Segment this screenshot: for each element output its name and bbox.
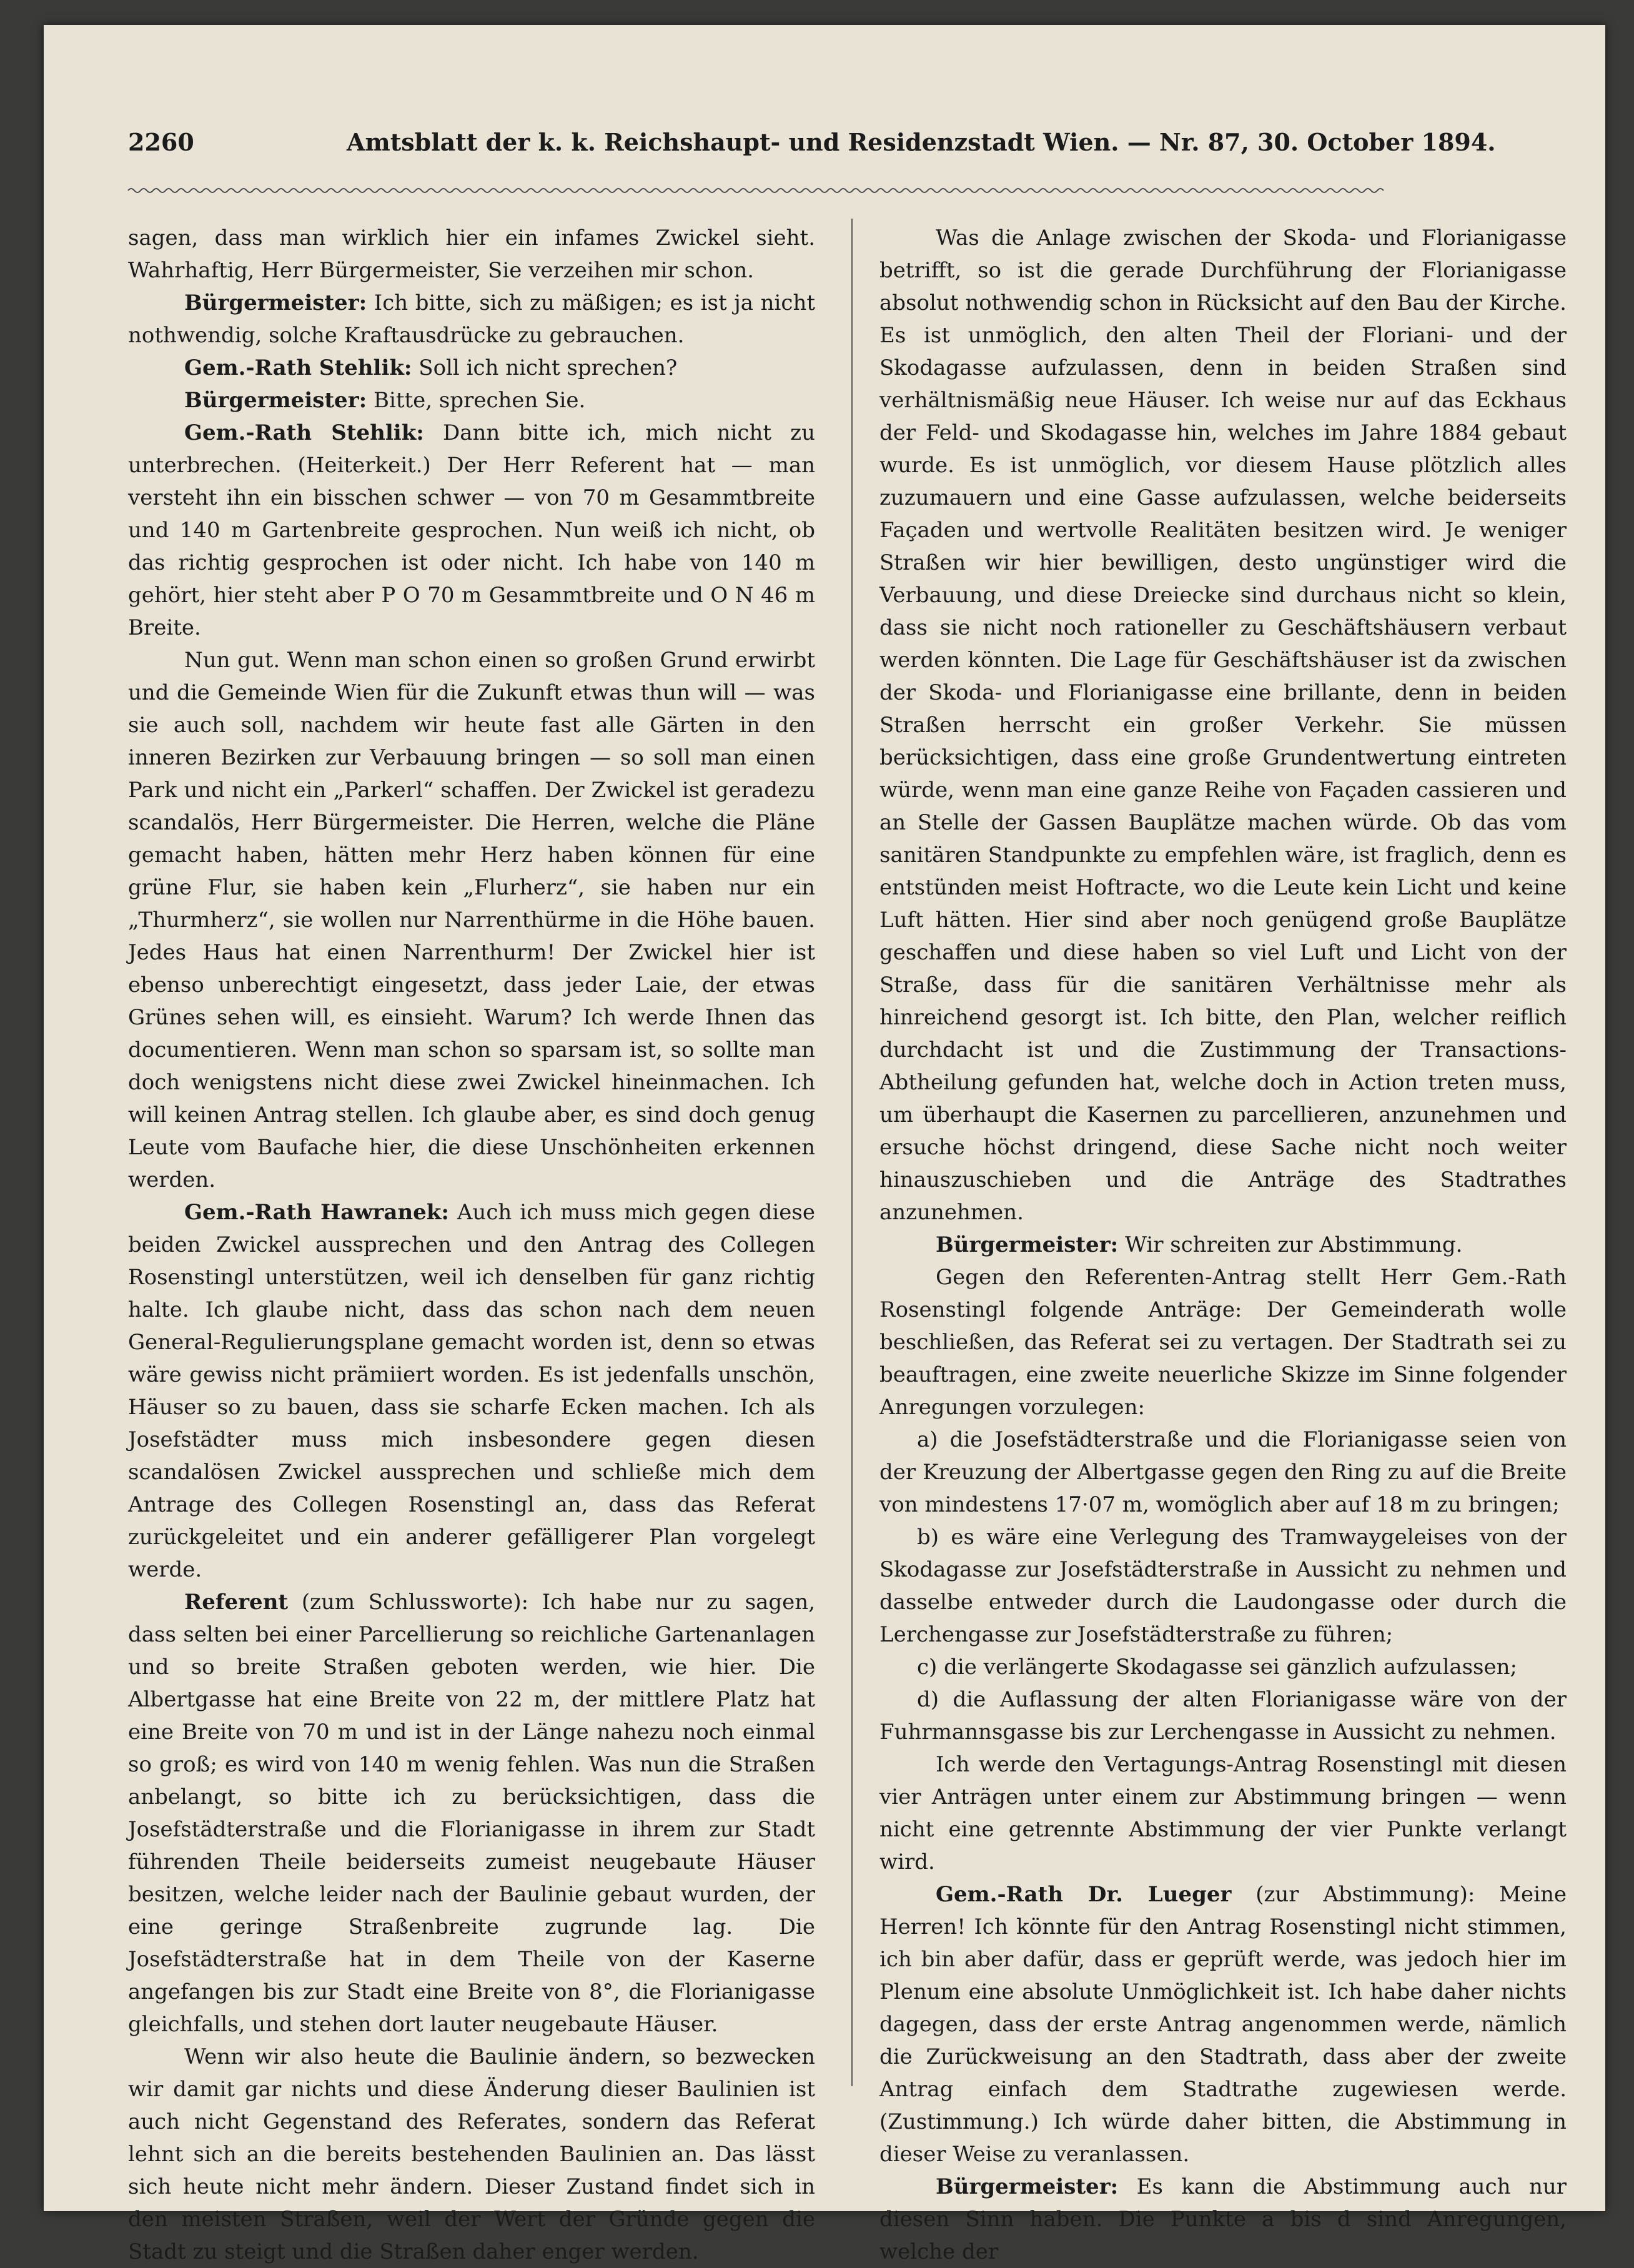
paragraph: Bürgermeister: Bitte, sprechen Sie.: [184, 388, 586, 413]
list-item: a) die Josefstädterstraße und die Florianigasse seien von der Kreuzung der Albertgasse gegen den Ring zu auf die Breite von mindestens 17·07 m, womöglich aber auf 18 m zu bringen;: [879, 1427, 1567, 1517]
speaker: Bürgermeister:: [184, 388, 367, 413]
paragraph: sagen, dass man wirklich hier ein infames Zwickel sieht. Wahrhaftig, Herr Bürgermeister, Sie verzeihen mir schon.: [128, 225, 815, 283]
right-column: [879, 222, 1567, 2268]
paragraph: Referent (zum Schlussworte): Ich habe nur zu sagen, dass selten bei einer Parcellierung so reichliche Gartenanlagen und so breite Straßen geboten werden, wie hier. Die Albertgasse hat eine Breite von 22 m, der mittlere Platz hat eine Breite von 70 m und ist in der Länge nahezu noch einmal so groß; es wird von 140 m wenig fehlen. Was nun die Straßen anbelangt, so bitte ich zu berücksichtigen, dass die Josefstädterstraße und die Florianigasse in ihrem zur Stadt führenden Theile beiderseits zumeist neugebaute Häuser besitzen, welche leider nach der Baulinie gebaut wurden, der eine geringe Straßenbreite zugrunde lag. Die Josefstädterstraße hat in dem Theile von der Kaserne angefangen bis zur Stadt eine Breite von 8°, die Florianigasse gleichfalls, und stehen dort lauter neugebaute Häuser.: [128, 1590, 816, 2037]
left-column: [128, 222, 815, 2268]
list-item: d) die Auflassung der alten Florianigasse wäre von der Fuhrmannsgasse bis zur Lerchengasse in Aussicht zu nehmen.: [879, 1687, 1567, 1745]
column-divider: [851, 219, 853, 2086]
paragraph: Nun gut. Wenn man schon einen so großen Grund erwirbt und die Gemeinde Wien für die Zukunft etwas thun will — was sie auch soll, nachdem wir heute fast alle Gärten in den inneren Bezirken zur Verbauung bringen — so soll man einen Park und nicht ein „Parkerl“ schaffen. Der Zwickel ist geradezu scandalös, Herr Bürgermeister. Die Herren, welche die Pläne gemacht haben, hätten mehr Herz haben können für eine grüne Flur, sie haben kein „Flurherz“, sie haben nur ein „Thurmherz“, sie wollen nur Narrenthürme in die Höhe bauen. Jedes Haus hat einen Narrenthurm! Der Zwickel hier ist ebenso unberechtigt eingesetzt, dass jeder Laie, der etwas Grünes sehen will, es einsieht. Warum? Ich werde Ihnen das documentieren. Wenn man schon so sparsam ist, so sollte man doch wenigstens nicht diese zwei Zwickel hineinmachen. Ich will keinen Antrag stellen. Ich glaube aber, es sind doch genug Leute vom Baufache hier, die diese Unschönheiten erkennen werden.: [128, 648, 815, 1192]
page-number: 2260: [128, 128, 194, 156]
speaker: Bürgermeister:: [184, 290, 367, 315]
paragraph: Wenn wir also heute die Baulinie ändern, so bezwecken wir damit gar nichts und diese Änderung dieser Baulinien ist auch nicht Gegenstand des Referates, sondern das Referat lehnt sich an die bereits bestehenden Baulinien an. Das lässt sich heute nicht mehr ändern. Dieser Zustand findet sich in den meisten Straßen, weil der Wert der Gründe gegen die Stadt zu steigt und die Straßen daher enger werden.: [128, 2044, 815, 2264]
speaker: Gem.-Rath Stehlik:: [184, 355, 412, 380]
paragraph: Gegen den Referenten-Antrag stellt Herr Gem.-Rath Rosenstingl folgende Anträge: Der Gemeinderath wolle beschließen, das Referat sei zu vertagen. Der Stadtrath sei zu beauftragen, eine zweite neuerliche Skizze im Sinne folgender Anregungen vorzulegen:: [879, 1265, 1567, 1420]
paragraph: Gem.-Rath Stehlik: Dann bitte ich, mich nicht zu unterbrechen. (Heiterkeit.) Der Herr Referent hat — man versteht ihn ein bisschen schwer — von 70 m Gesammtbreite und 140 m Gartenbreite gesprochen. Nun weiß ich nicht, ob das richtig gesprochen ist oder nicht. Ich habe von 140 m gehört, hier steht aber P O 70 m Gesammtbreite und O N 46 m Breite.: [128, 420, 815, 640]
newspaper-page: [44, 25, 1605, 2264]
paragraph: Bürgermeister: Wir schreiten zur Abstimmung.: [936, 1232, 1463, 1257]
paragraph: Bürgermeister: Es kann die Abstimmung auch nur diesen Sinn haben. Die Punkte a bis d sind Anregungen, welche der: [879, 2174, 1567, 2264]
paragraph: Bürgermeister: Ich bitte, sich zu mäßigen; es ist ja nicht nothwendig, solche Kraftausdrücke zu gebrauchen.: [128, 290, 815, 348]
speaker: Bürgermeister:: [936, 2174, 1119, 2199]
paragraph: Was die Anlage zwischen der Skoda- und Florianigasse betrifft, so ist die gerade Durchführung der Florianigasse absolut nothwendig schon in Rücksicht auf den Bau der Kirche. Es ist unmöglich, den alten Theil der Floriani- und der Skodagasse aufzulassen, denn in beiden Straßen sind verhältnismäßig neue Häuser. Ich weise nur auf das Eckhaus der Feld- und Skodagasse hin, welches im Jahre 1884 gebaut wurde. Es ist unmöglich, vor diesem Hause plötzlich alles zuzumauern und eine Gasse aufzulassen, welche beiderseits Façaden und wertvolle Realitäten besitzen wird. Je weniger Straßen wir hier bewilligen, desto ungünstiger wird die Verbauung, und diese Dreiecke sind durchaus nicht so klein, dass sie nicht noch rationeller zu Geschäftshäusern verbaut werden könnten. Die Lage für Geschäftshäuser ist da zwischen der Skoda- und Florianigasse eine brillante, denn in beiden Straßen herrscht ein großer Verkehr. Sie müssen berücksichtigen, dass eine große Grundentwertung eintreten würde, wenn man eine ganze Reihe von Façaden cassieren und an Stelle der Gassen Bauplätze machen würde. Ob das vom sanitären Standpunkte zu empfehlen wäre, ist fraglich, denn es entstünden meist Hoftracte, wo die Leute kein Licht und keine Luft hätten. Hier sind aber noch genügend große Bauplätze geschaffen und diese haben so viel Luft und Licht von der Straße, dass für die sanitären Verhältnisse mehr als hinreichend gesorgt ist. Ich bitte, den Plan, welcher reiflich durchdacht ist und die Zustimmung der Transactions-Abtheilung gefunden hat, welche doch in Action treten muss, um überhaupt die Kasernen zu parcellieren, anzunehmen und ersuche höchst dringend, diese Sache nicht noch weiter hinauszuschieben und die Anträge des Stadtrathes anzunehmen.: [879, 225, 1567, 1225]
speaker: Referent: [184, 1590, 289, 1615]
speaker: Gem.-Rath Hawranek:: [184, 1200, 449, 1225]
speaker: Bürgermeister:: [936, 1232, 1119, 1257]
paragraph: Ich werde den Vertagungs-Antrag Rosenstingl mit diesen vier Anträgen unter einem zur Abstimmung bringen — wenn nicht eine getrennte Abstimmung der vier Punkte verlangt wird.: [879, 1752, 1567, 1874]
paragraph: Gem.-Rath Dr. Lueger (zur Abstimmung): Meine Herren! Ich könnte für den Antrag Rosenstingl nicht stimmen, ich bin aber dafür, dass er geprüft werde, was jedoch hier im Plenum eine absolute Unmöglichkeit ist. Ich habe daher nichts dagegen, dass der erste Antrag angenommen werde, nämlich die Zurückweisung an den Stadtrath, dass aber der zweite Antrag einfach dem Stadtrathe zugewiesen werde. (Zustimmung.) Ich würde daher bitten, die Abstimmung in dieser Weise zu veranlassen.: [879, 1882, 1567, 2167]
page-title: Amtsblatt der k. k. Reichshaupt- und Residenzstadt Wien. — Nr. 87, 30. October 1894.: [347, 128, 1496, 156]
list-item: b) es wäre eine Verlegung des Tramwaygeleises von der Skodagasse zur Josefstädterstraße in Aussicht zu nehmen und dasselbe entweder durch die Laudongasse oder durch die Lerchengasse zur Josefstädterstraße zu führen;: [879, 1525, 1567, 1647]
speaker: Gem.-Rath Stehlik:: [184, 420, 424, 445]
paragraph: Gem.-Rath Stehlik: Soll ich nicht sprechen?: [184, 355, 678, 380]
speaker: Gem.-Rath Dr. Lueger: [936, 1882, 1232, 1907]
header-wavy-rule: [128, 186, 1384, 195]
list-item: c) die verlängerte Skodagasse sei gänzlich aufzulassen;: [917, 1655, 1517, 1680]
paragraph: Gem.-Rath Hawranek: Auch ich muss mich gegen diese beiden Zwickel aussprechen und den Antrag des Collegen Rosenstingl unterstützen, weil ich denselben für ganz richtig halte. Ich glaube nicht, dass das schon nach dem neuen General-Regulierungsplane gemacht worden ist, denn so etwas wäre gewiss nicht prämiiert worden. Es ist jedenfalls unschön, Häuser so zu bauen, dass sie scharfe Ecken machen. Ich als Josefstädter muss mich insbesondere gegen diesen scandalösen Zwickel aussprechen und schließe mich dem Antrage des Collegen Rosenstingl an, dass das Referat zurückgeleitet und ein anderer gefälligerer Plan vorgelegt werde.: [128, 1200, 815, 1582]
page-header: [128, 128, 1496, 166]
